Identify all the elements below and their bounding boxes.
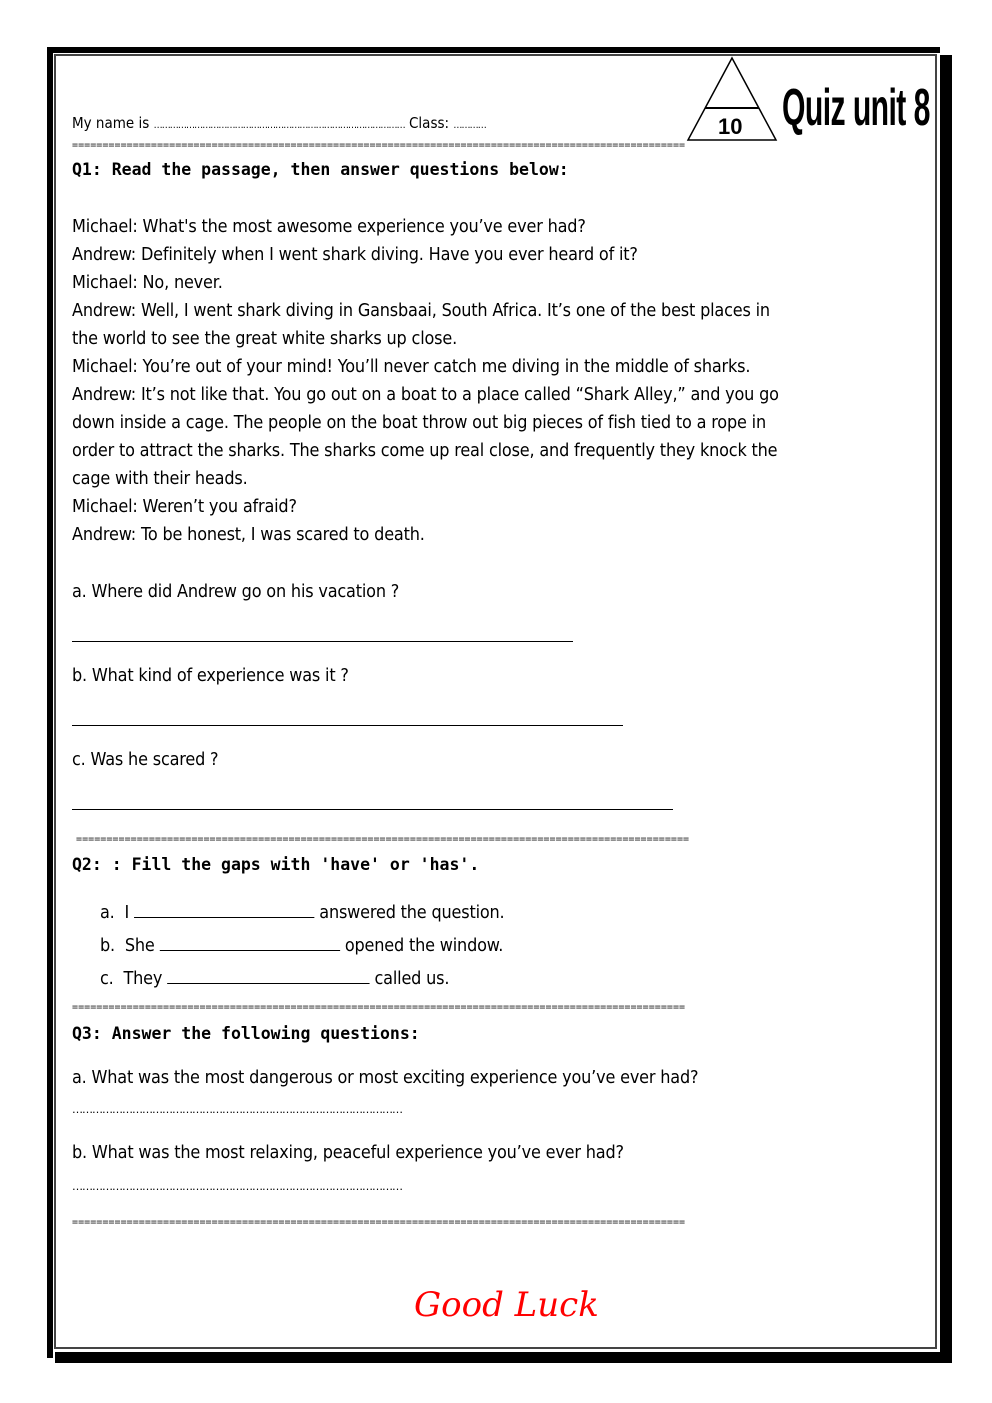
score-total: 10 (718, 114, 743, 139)
passage-line: cage with their heads. (72, 469, 248, 489)
gap-input-c[interactable] (167, 967, 369, 984)
frame-shadow-bottom (55, 1352, 952, 1363)
q1-answer-c-line[interactable] (72, 809, 673, 810)
item-marker: b. (100, 936, 115, 956)
item-rest: answered the question. (319, 903, 505, 923)
passage-line: Michael: No, never. (72, 273, 223, 293)
passage-line: order to attract the sharks. The sharks come up real close, and frequently they knock the (72, 441, 778, 461)
separator: ===================================================================================================== (72, 1002, 686, 1013)
item-subject: I (124, 903, 130, 923)
name-label: My name is (72, 114, 150, 132)
gap-input-b[interactable] (160, 934, 340, 951)
class-field[interactable]: ………… (453, 120, 486, 131)
passage-line: Michael: Weren’t you afraid? (72, 497, 297, 517)
q1-answer-b-line[interactable] (72, 725, 623, 726)
student-info (72, 114, 486, 132)
q3-answer-b-field[interactable]: ……………………………………………………………………………………… (72, 1180, 402, 1193)
q3-answer-a-field[interactable]: ……………………………………………………………………………………… (72, 1103, 402, 1116)
separator: ===================================================================================================== (76, 834, 690, 845)
item-rest: called us. (374, 969, 450, 989)
item-marker: c. (100, 969, 114, 989)
q2-heading: Q2: : Fill the gaps with 'have' or 'has'. (72, 855, 480, 874)
gap-input-a[interactable] (134, 901, 314, 918)
good-luck-closing: Good Luck (414, 1285, 599, 1325)
q1-passage (72, 213, 840, 549)
passage-line: Andrew: Well, I went shark diving in Gansbaai, South Africa. It’s one of the best places in (72, 301, 770, 321)
name-field[interactable]: ………………………………………………………………………………… (153, 120, 405, 131)
item-marker: a. (100, 903, 115, 923)
q3-question-a: a. What was the most dangerous or most exciting experience you’ve ever had? (72, 1068, 699, 1088)
q1-question-c: c. Was he scared ? (72, 750, 219, 770)
item-subject: They (123, 969, 163, 989)
q2-item-a (100, 899, 504, 927)
q1-question-b: b. What kind of experience was it ? (72, 666, 349, 686)
q2-item-c (100, 965, 449, 993)
passage-line: the world to see the great white sharks up close. (72, 329, 458, 349)
q1-question-a: a. Where did Andrew go on his vacation ? (72, 582, 400, 602)
passage-line: down inside a cage. The people on the boat throw out big pieces of fish tied to a rope in (72, 413, 766, 433)
separator: ===================================================================================================== (72, 140, 686, 151)
passage-line: Andrew: It’s not like that. You go out on a boat to a place called “Shark Alley,” and you go (72, 385, 779, 405)
class-label: Class: (409, 114, 450, 132)
q2-item-b (100, 932, 503, 960)
item-subject: She (124, 936, 155, 956)
q1-answer-a-line[interactable] (72, 641, 573, 642)
passage-line: Michael: What's the most awesome experience you’ve ever had? (72, 217, 586, 237)
frame-left-border (47, 47, 53, 1358)
item-rest: opened the window. (344, 936, 504, 956)
separator: ===================================================================================================== (72, 1217, 686, 1228)
q3-heading: Q3: Answer the following questions: (72, 1024, 420, 1043)
passage-line: Michael: You’re out of your mind! You’ll never catch me diving in the middle of sharks. (72, 357, 751, 377)
quiz-title: Quiz unit 8 (782, 79, 930, 137)
frame-shadow-right (940, 55, 952, 1363)
q3-question-b: b. What was the most relaxing, peaceful experience you’ve ever had? (72, 1143, 624, 1163)
frame-top-border (47, 47, 940, 53)
passage-line: Andrew: To be honest, I was scared to death. (72, 525, 425, 545)
q1-heading: Q1: Read the passage, then answer questions below: (72, 160, 569, 179)
passage-line: Andrew: Definitely when I went shark diving. Have you ever heard of it? (72, 245, 638, 265)
